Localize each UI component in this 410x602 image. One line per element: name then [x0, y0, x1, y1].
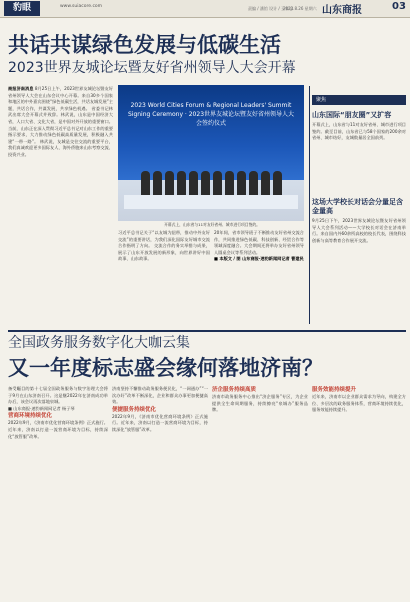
masthead-editors: 责编 / 潘馆 设计 / 王家忠 [248, 6, 294, 11]
photo-banner: 2023 World Cities Forum & Regional Leaders' Summit Signing Ceremony · 2023世界友城论坛暨友好省州领导人大会签约仪式 [127, 102, 295, 127]
article2-headline-main: 又一年度标志盛会缘何落地济南？ [8, 356, 323, 380]
newspaper-logo: 豹眼 [4, 1, 40, 16]
article2-body-h: 济南市政务服务中心推出“济企服务”专区，为企业提供全生命周期服务，持续擦亮“泉城办”服务品牌。 [212, 394, 308, 413]
column-divider [309, 86, 310, 324]
article1-editor: ■ 本版文 / 图 山东商报·速豹新闻网记者 曹建民 [214, 256, 304, 262]
article2-headline-top: 全国政务服务数字化大咖云集 [8, 335, 190, 351]
sidebar2-body: 9月25日下午，2023世界友城论坛暨友好省州领导人大会系列活动——大学校长对话会在济南举行。来自国内外60余所高校的校长代表，围绕科技创新与高等教育合作展开交流。 [312, 218, 406, 243]
photo-stage [124, 195, 298, 209]
article2-body-i: 近年来，济南市以企业群众需求为导向，构建全方位、多层次的政务服务体系，营商环境持续优化，服务效能持续提升。 [312, 394, 406, 413]
article1-body-e: 交流合作的务实举措与成果，展示了山东开放发展的新形象，向世界讲好中国故事、山东故事。 [118, 243, 210, 262]
sidebar-header: 聚焦 [312, 95, 406, 105]
article2-byline: ■ 山东商报·速豹新闻网记者 杨子琴 [8, 405, 75, 411]
section-name: 山东商报 [322, 5, 362, 16]
article2-body-g2: 2022年9月，《济南市优化营商环境条例》正式施行。近年来，济南以打造一流营商环境为目标，持续深化“放管服”改革。 [112, 413, 208, 432]
article2-body-f: 2022年9月，《济南市优化营商环境条例》正式施行。近年来，济南以打造一流营商环境为目标，持续深化“放管服”改革。 [8, 420, 108, 439]
article1-body-a: 8月25日上午，2023世界友城论坛暨友好省州领导人大会在山东会议中心开幕。来自30多个国家和地区的中外嘉宾围绕“绿色低碳生活，共话友城发展”主题，共话合作，共谋发展，共享绿色机遇。 [8, 86, 113, 111]
article1-col4 [214, 230, 304, 324]
sidebar2-title: 这场大学校长对话会分量足含金量高 [312, 198, 403, 215]
article2-body-g: 济南坚持不懈推动政务服务便民化，“一网通办”“一次办好”改革不断深化，企业和群众办事更加便捷高效。 [112, 386, 208, 405]
article1-body-d: 习近平总书记关于“以友城为纽带，推动中外友好交流”的重要讲话，为我们深化国际友好城市交流合作指明了方向。 [118, 230, 210, 249]
masthead-date: 2023.8.26 星期六 [283, 6, 317, 11]
section-rule [8, 330, 406, 332]
page-number: 03 [392, 1, 406, 12]
article1-body-b: 省委书记林武出席大会开幕式并致辞。林武说，山东是中国经济大省，人口大省、文化大省，是中国对外开放的重要窗口。当前，山东正在深入贯彻习近平总书记对山东工作的重要指示要求，大力推动绿色低碳高质量发展，积极融入共建“一带一路”。 [8, 105, 113, 144]
article2-subhead-1: 营商环境持续优化 [8, 413, 53, 420]
article1-col4-text: 20年间，省市领导班子不断推动友好省州交流合作，共同推进绿色低碳、科技创新、经贸合作等领域深度融合。大会期间还将举办友好省州领导人圆桌会议等系列活动。 [214, 230, 304, 255]
article1-body-c: 林武说，友城是交往交流的重要平台，我们真诚欢迎更多国际友人、海外侨胞来山东考察交流、投资兴业。 [8, 138, 113, 157]
article2-subhead-3: 济企服务持续高质 [212, 387, 257, 393]
article2-col1 [8, 386, 108, 596]
article1-col3 [118, 230, 210, 324]
sidebar1-body: 开幕式上，山东省与11对友好省州、城市进行项目签约。截至目前，山东省已与58个国家的200余对省州、城市结好，友城数量居全国前列。 [312, 122, 406, 141]
article2-subhead-2: 便捷服务持续优化 [112, 406, 157, 413]
masthead-url: www.suiacore.com [60, 4, 103, 9]
article2-lead: 备受瞩目的第十七届全国政务服务与数字治理大会将于9月在山东济南召开。这是继2022年在济南成功举办后，该会议再次落地泉城。 [8, 386, 108, 405]
signing-ceremony-photo [118, 85, 304, 221]
article1-col1 [8, 86, 113, 324]
article1-subhead: 2023世界友城论坛暨友好省州领导人大会开幕 [8, 60, 296, 76]
sidebar1-title: 山东国际“朋友圈”又扩容 [312, 111, 392, 119]
article2-subhead-4: 服务效能持续提升 [312, 387, 357, 393]
photo-people [124, 171, 298, 195]
article1-headline: 共话共谋绿色发展与低碳生活 [8, 33, 281, 57]
article2-col2 [112, 386, 208, 596]
article1-byline: 商报济南消息 [8, 86, 34, 91]
article2-col3 [212, 386, 308, 596]
article2-col4 [312, 386, 406, 596]
photo-caption: 开幕式上，山东省与11对友好省州、城市进行项目签约。 [164, 222, 260, 227]
